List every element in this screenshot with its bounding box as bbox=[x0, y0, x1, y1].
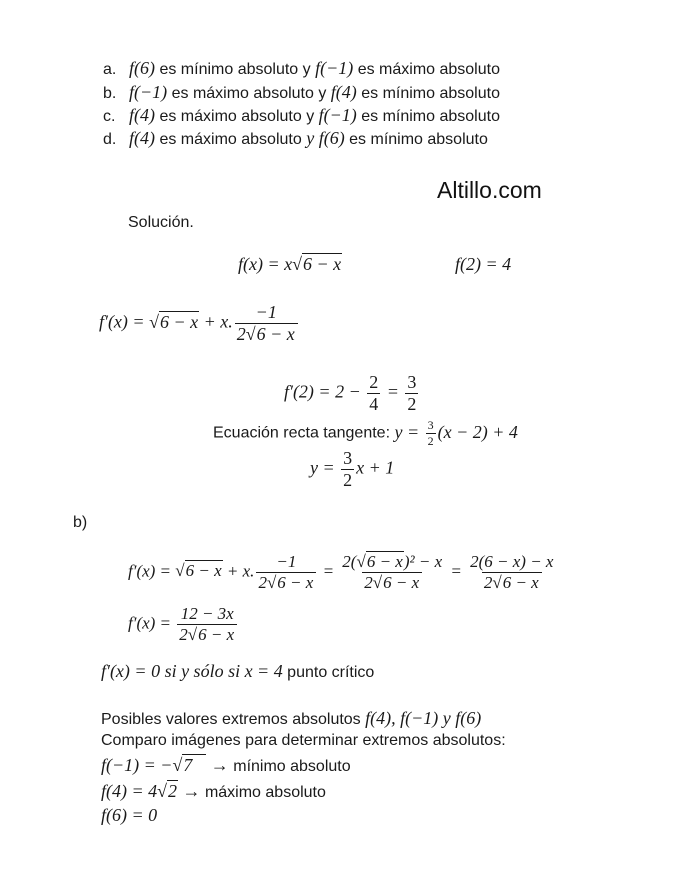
sqrt-arg: 6 − x bbox=[366, 552, 403, 571]
denominator: 2√6 − x bbox=[362, 572, 422, 593]
numerator: 3 bbox=[407, 372, 417, 392]
fraction bbox=[256, 552, 316, 593]
option-math: f(−1) bbox=[315, 58, 354, 78]
fraction bbox=[426, 418, 436, 449]
numerator: 2(√6 − x)² − x bbox=[342, 552, 443, 571]
numerator: −1 bbox=[255, 302, 277, 322]
eq-text: = bbox=[382, 381, 404, 402]
sqrt-arg: 6 − x bbox=[383, 573, 420, 592]
num-pre: 2( bbox=[342, 552, 357, 571]
sqrt-arg: 6 − x bbox=[198, 625, 235, 644]
option-text: es mínimo absoluto bbox=[361, 85, 500, 102]
possible-values bbox=[101, 708, 481, 729]
critical-text: punto crítico bbox=[287, 664, 375, 681]
den-coef: 2 bbox=[179, 625, 188, 644]
tangent-math bbox=[394, 418, 518, 448]
possible-math: f(4), f(−1) y f(6) bbox=[365, 708, 482, 728]
option-d bbox=[103, 128, 488, 149]
sqrt-arg: 2 bbox=[168, 781, 178, 801]
option-letter: a. bbox=[103, 61, 117, 78]
fraction bbox=[341, 448, 354, 491]
option-text: es máximo absoluto y bbox=[159, 108, 315, 125]
result-math: f(4) = 4√2 bbox=[101, 781, 178, 801]
den-coef: 2 bbox=[258, 573, 267, 592]
tangent-equation bbox=[213, 418, 518, 449]
critical-point bbox=[101, 661, 374, 682]
denominator: 4 bbox=[369, 394, 379, 414]
function-value: f(2) = 4 bbox=[455, 254, 512, 274]
denominator: 2 bbox=[427, 434, 434, 448]
fraction bbox=[367, 372, 380, 415]
sqrt: √6 − x bbox=[175, 561, 222, 581]
result-text: máximo absoluto bbox=[204, 784, 326, 801]
option-text: es mínimo absoluto bbox=[349, 131, 488, 148]
option-math: f(−1) bbox=[318, 105, 357, 125]
sqrt-arg: 7 bbox=[182, 754, 206, 775]
fraction bbox=[405, 372, 418, 415]
eq-text: + x. bbox=[199, 311, 233, 332]
critical-math: f′(x) = 0 si y sólo si x = 4 bbox=[101, 661, 283, 681]
compare-text: Comparo imágenes para determinar extremos absolutos: bbox=[101, 732, 506, 749]
numerator: 12 − 3x bbox=[180, 604, 234, 623]
option-text: es mínimo absoluto y bbox=[159, 61, 311, 78]
denominator: 2√6 − x bbox=[482, 572, 542, 593]
denominator: 2 bbox=[407, 394, 417, 414]
option-letter: d. bbox=[103, 131, 117, 148]
result-max bbox=[101, 781, 326, 802]
eq-text: (x − 2) + 4 bbox=[437, 421, 518, 442]
sqrt: √6 − x bbox=[149, 311, 199, 332]
result-math: f(−1) = −√7 bbox=[101, 755, 206, 775]
eq-text: y = bbox=[310, 457, 340, 478]
option-text: es máximo absoluto bbox=[357, 61, 500, 78]
den-coef: 2 bbox=[236, 324, 246, 344]
derivative-formula bbox=[99, 302, 300, 345]
option-math: f(6) bbox=[129, 58, 155, 78]
eq-text: f(−1) = − bbox=[101, 755, 173, 775]
tangent-line bbox=[310, 448, 394, 491]
eq-text: f′(x) = bbox=[99, 311, 150, 332]
fraction bbox=[235, 302, 298, 345]
part-b-label: b) bbox=[73, 514, 88, 531]
sqrt-arg: 6 − x bbox=[256, 324, 295, 344]
eq-text: f(x) = x bbox=[238, 254, 293, 274]
option-math: f(4) bbox=[129, 128, 155, 148]
derivative-simplification: f′(x) = √6 − x + x. $\frac{-1}{2√6 - x}$ = $\frac{\text{2(√6 − x)² − x}}{2√6 - x}$ = $\frac{2(6 - x) - x}{2√6 - x}$ bbox=[128, 552, 554, 592]
denominator: 2√6 − x bbox=[235, 323, 298, 345]
option-text: es mínimo absoluto bbox=[361, 108, 500, 125]
den-coef: 2 bbox=[364, 573, 373, 592]
numerator: 2 bbox=[369, 372, 379, 392]
option-letter: b. bbox=[103, 85, 117, 102]
sqrt: √6 − x bbox=[292, 254, 342, 274]
option-a bbox=[103, 58, 500, 79]
den-coef: 2 bbox=[483, 573, 493, 592]
watermark: Altillo.com bbox=[437, 177, 542, 203]
arrow-icon: → bbox=[210, 755, 229, 775]
numerator: −1 bbox=[276, 552, 297, 571]
option-text: es máximo absoluto y bbox=[171, 85, 327, 102]
eq-text: y = bbox=[394, 421, 424, 442]
fraction bbox=[340, 552, 444, 593]
eq-text: + x. bbox=[222, 561, 255, 581]
result-min bbox=[101, 755, 351, 776]
numerator: 3 bbox=[427, 418, 434, 432]
option-math: f(4) bbox=[330, 82, 357, 102]
fraction bbox=[468, 552, 555, 593]
result-text: mínimo absoluto bbox=[233, 758, 351, 775]
derivative-result bbox=[128, 604, 239, 645]
option-text: es máximo absoluto bbox=[159, 131, 302, 148]
numerator: 2(6 − x) − x bbox=[470, 552, 554, 571]
option-math: f(−1) bbox=[129, 82, 168, 102]
tangent-label: Ecuación recta tangente: bbox=[213, 424, 391, 442]
eq-text: f′(x) = bbox=[128, 561, 176, 581]
fraction bbox=[177, 604, 237, 645]
denominator: 2 bbox=[343, 470, 353, 490]
option-c bbox=[103, 105, 500, 126]
sqrt-arg: 6 − x bbox=[185, 561, 222, 581]
result-f6: f(6) = 0 bbox=[101, 805, 158, 825]
arrow-icon: → bbox=[182, 781, 201, 801]
numerator: 3 bbox=[343, 448, 353, 468]
sqrt-arg: 6 − x bbox=[159, 311, 199, 332]
sqrt-arg: 6 − x bbox=[277, 573, 314, 592]
denominator: 2√6 − x bbox=[256, 572, 316, 593]
option-letter: c. bbox=[103, 108, 116, 125]
sqrt-arg: 6 − x bbox=[502, 573, 539, 592]
eq-text: f′(2) = 2 − bbox=[284, 381, 366, 402]
option-math: f(4) bbox=[129, 105, 155, 125]
sqrt-arg: 6 − x bbox=[303, 254, 342, 274]
eq-text: x + 1 bbox=[356, 457, 395, 478]
possible-text: Posibles valores extremos absolutos bbox=[101, 711, 361, 728]
function-definition bbox=[238, 254, 342, 275]
num-post: )² − x bbox=[403, 552, 443, 571]
option-math: y f(6) bbox=[306, 128, 345, 148]
option-b bbox=[103, 82, 500, 103]
derivative-at-2 bbox=[284, 372, 420, 415]
eq-text: f(4) = 4 bbox=[101, 781, 158, 801]
eq-text: f′(x) = bbox=[128, 613, 176, 633]
denominator: 2√6 − x bbox=[177, 624, 237, 645]
solution-label: Solución. bbox=[128, 214, 194, 231]
